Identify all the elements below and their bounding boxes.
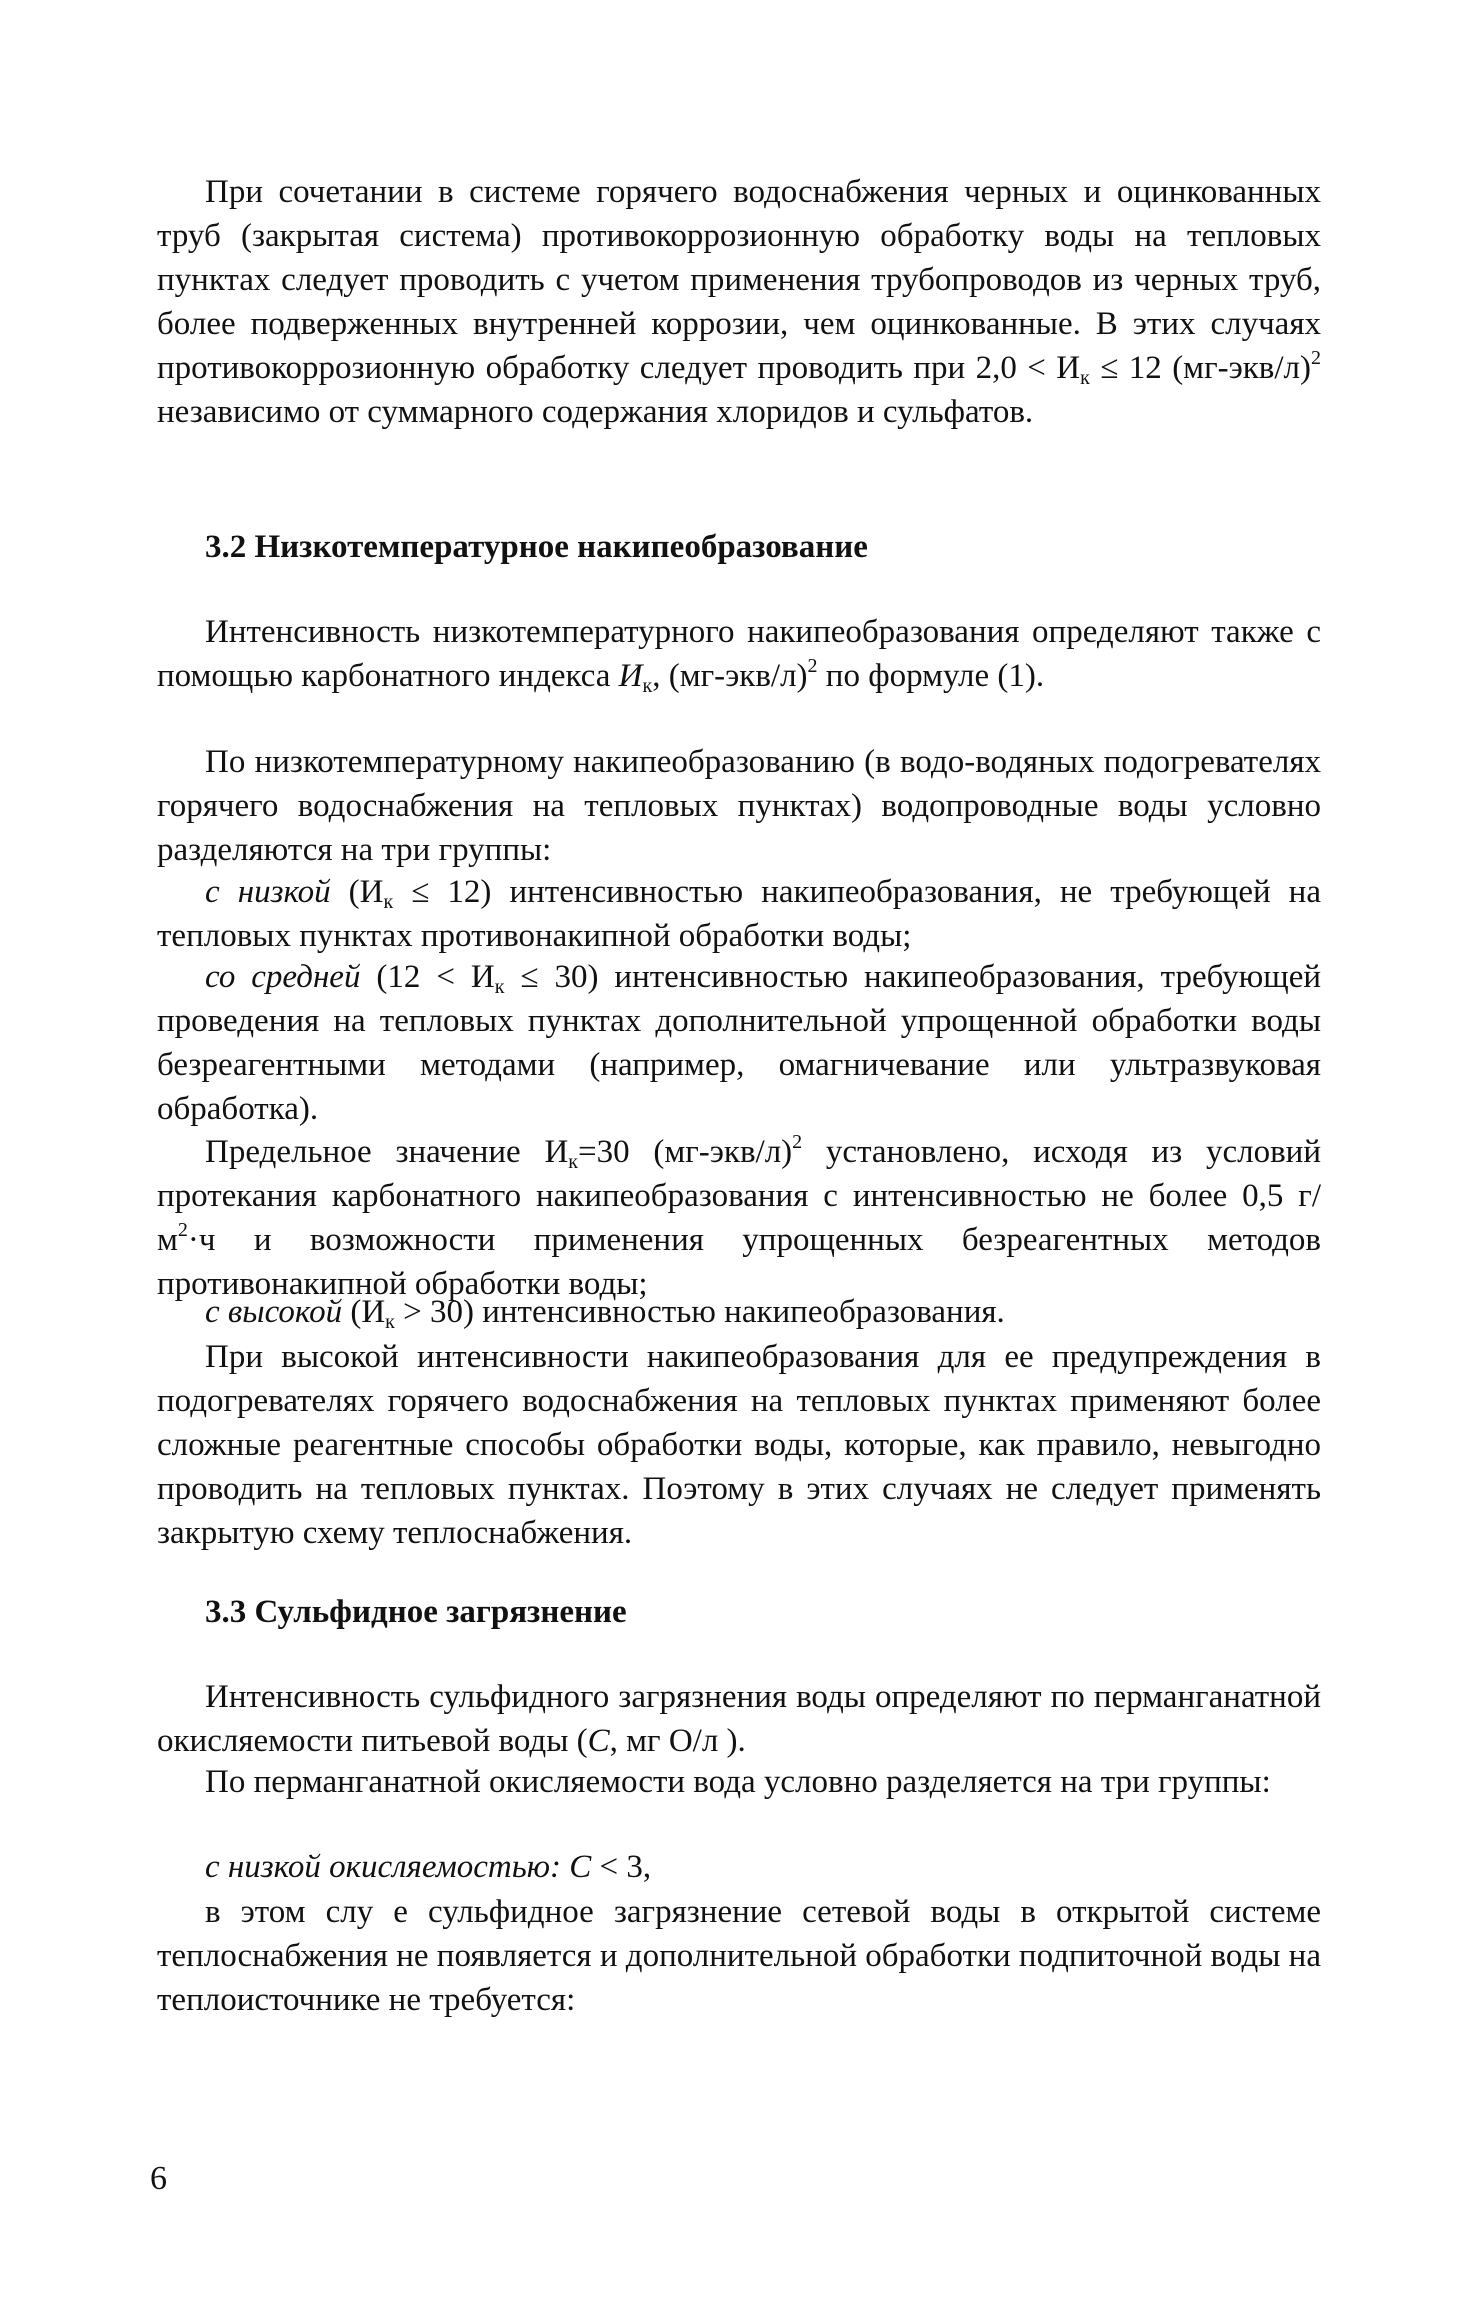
- text-run: , (мг-экв/л): [652, 658, 808, 694]
- group-low-paragraph: [157, 870, 1321, 958]
- italic-term: с низкой окисляемостью: С: [205, 1849, 592, 1885]
- superscript: 2: [1311, 347, 1321, 369]
- high-intensity-paragraph: При высокой интенсивности накипеобразования для ее предупреждения в подогревателях горячего водоснабжения на тепловых пунктах применяют более сложные реагентные способы обработки воды, которые, как правило, невыгодно проводить на тепловых пунктах. Поэтому в этих случаях не следует применять закрытую схему теплоснабжения.: [157, 1339, 1321, 1551]
- text-run: установлено, исходя из условий протекания карбонатного накипеобразования с интенсивностью не более 0,5 г/м: [157, 1134, 1321, 1258]
- italic-term: со средней: [205, 959, 361, 995]
- text-run: При сочетании в системе горячего водоснабжения черных и оцинкованных труб (закрытая система) противокоррозионную обработку воды на тепловых пунктах следует проводить с учетом применения трубопроводов из черных труб, более подверженных внутренней коррозии, чем оцинкованные. В этих случаях противокоррозионную обработку следует проводить при 2,0 < И: [157, 174, 1321, 386]
- limit-value-paragraph: [157, 1130, 1321, 1306]
- section-heading-3-2: 3.2 Низкотемпературное накипеобразование: [205, 529, 868, 565]
- low-oxidizability-paragraph: [157, 1845, 1321, 1889]
- group-high-paragraph: [157, 1290, 1321, 1334]
- text-run: > 30) интенсивностью накипеобразования.: [394, 1294, 1005, 1330]
- text-run: независимо от суммарного содержания хлоридов и сульфатов.: [157, 394, 1034, 430]
- text-run: Интенсивность сульфидного загрязнения воды определяют по перманганатной окисляемости питьевой воды (: [157, 1679, 1321, 1759]
- text-run: , мг О/л ).: [609, 1723, 746, 1759]
- text-run: (И: [342, 1294, 386, 1330]
- text-run: (И: [330, 874, 384, 910]
- page-number: 6: [150, 2160, 167, 2197]
- subscript: к: [494, 976, 505, 998]
- italic-symbol: С: [587, 1723, 610, 1759]
- text-run: < 3,: [591, 1849, 652, 1885]
- text-run: Предельное значение И: [205, 1134, 569, 1170]
- text-run: ·ч и возможности применения упрощенных безреагентных методов противонакипной обработки воды;: [157, 1222, 1321, 1302]
- section-heading-3-3: 3.3 Сульфидное загрязнение: [205, 1594, 627, 1630]
- text-run: ≤ 30) интенсивностью накипеобразования, требующей проведения на тепловых пунктах дополнительной упрощенной обработки воды безреагентными методами (например, омагничевание или ультразвуковая обработка).: [157, 959, 1322, 1127]
- italic-term: с высокой: [205, 1294, 343, 1330]
- intro-paragraph: [157, 170, 1321, 434]
- text-run: Интенсивность низкотемпературного накипеобразования определяют также с помощью карбонатного индекса: [157, 614, 1321, 694]
- subscript: к: [383, 891, 394, 913]
- section-3-2-paragraph-2: По низкотемпературному накипеобразованию (в водо-водяных подогревателях горячего водоснабжения на тепловых пунктах) водопроводные воды условно разделяются на три группы:: [157, 744, 1321, 868]
- subscript: к: [568, 1151, 578, 1173]
- subscript: к: [642, 675, 653, 697]
- text-run: ≤ 12) интенсивностью накипеобразования, не требующей на тепловых пунктах противонакипной обработки воды;: [157, 874, 1321, 954]
- subscript: к: [385, 1311, 395, 1333]
- subscript: к: [1080, 367, 1090, 389]
- section-3-3-paragraph-4: в этом слу е сульфидное загрязнение сетевой воды в открытой системе теплоснабжения не появляется и дополнительной обработки подпиточной воды на теплоисточнике не требуется:: [157, 1894, 1321, 2018]
- group-medium-paragraph: [157, 955, 1321, 1131]
- superscript: 2: [792, 1131, 803, 1153]
- section-3-3-paragraph-1: [157, 1675, 1321, 1763]
- section-3-3-paragraph-2: По перманганатной окисляемости вода условно разделяется на три группы:: [205, 1764, 1271, 1800]
- text-run: (12 < И: [360, 959, 495, 995]
- italic-term: с низкой: [205, 874, 331, 910]
- text-run: =30 (мг-экв/л): [578, 1134, 793, 1170]
- superscript: 2: [177, 1219, 188, 1241]
- italic-symbol: И: [618, 658, 643, 694]
- superscript: 2: [807, 655, 818, 677]
- section-3-2-paragraph-1: [157, 610, 1321, 698]
- text-run: по формуле (1).: [817, 658, 1045, 694]
- text-run: ≤ 12 (мг-экв/л): [1089, 350, 1311, 386]
